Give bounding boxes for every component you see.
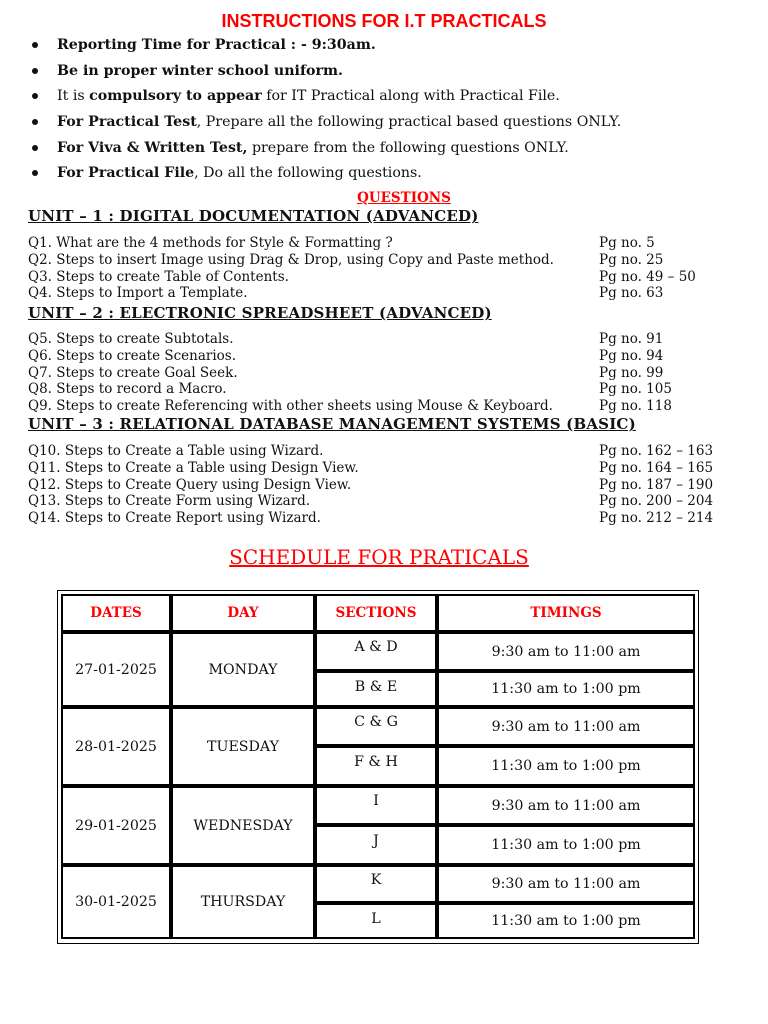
bullet-icon bbox=[32, 170, 38, 176]
instruction-bold: For Practical Test bbox=[57, 114, 197, 131]
header-sections: SECTIONS bbox=[315, 594, 437, 632]
questions-heading: QUESTIONS bbox=[357, 190, 451, 206]
question-item bbox=[28, 477, 748, 494]
instruction-item bbox=[30, 164, 750, 190]
header-dates: DATES bbox=[61, 594, 171, 632]
question-text: Q13. Steps to Create Form using Wizard. bbox=[28, 493, 311, 510]
bullet-icon bbox=[32, 68, 38, 74]
timing-cell: 11:30 am to 1:00 pm bbox=[437, 825, 695, 865]
instruction-bold: For Viva & Written Test, bbox=[57, 139, 248, 156]
section-cell: C & G bbox=[315, 707, 437, 746]
question-item bbox=[28, 235, 748, 252]
section-cell: L bbox=[315, 903, 437, 939]
question-item bbox=[28, 269, 748, 286]
date-cell: 28-01-2025 bbox=[61, 707, 171, 786]
instruction-text: , Prepare all the following practical based questions ONLY. bbox=[196, 114, 622, 131]
header-timings: TIMINGS bbox=[437, 594, 695, 632]
question-item bbox=[28, 348, 748, 365]
question-item bbox=[28, 331, 748, 348]
page-ref: Pg no. 118 bbox=[599, 398, 672, 415]
day-cell: WEDNESDAY bbox=[171, 786, 315, 865]
question-text: Q8. Steps to record a Macro. bbox=[28, 381, 227, 398]
section-cell: F & H bbox=[315, 746, 437, 786]
page-ref: Pg no. 63 bbox=[599, 285, 664, 302]
question-text: Q9. Steps to create Referencing with other sheets using Mouse & Keyboard. bbox=[28, 398, 553, 415]
instruction-bold: compulsory to appear bbox=[89, 88, 262, 105]
section-cell: B & E bbox=[315, 671, 437, 707]
question-item bbox=[28, 510, 748, 527]
day-cell: MONDAY bbox=[171, 632, 315, 707]
instruction-item bbox=[30, 36, 750, 62]
page-ref: Pg no. 162 – 163 bbox=[599, 443, 714, 459]
question-item bbox=[28, 252, 748, 269]
date-cell: 27-01-2025 bbox=[61, 632, 171, 707]
instruction-bold: Reporting Time for Practical : - 9:30am. bbox=[57, 37, 376, 53]
unit-1-heading: UNIT – 1 : DIGITAL DOCUMENTATION (ADVANCED) bbox=[28, 207, 479, 225]
unit-2-questions bbox=[28, 331, 748, 415]
timing-cell: 11:30 am to 1:00 pm bbox=[437, 903, 695, 939]
question-text: Q14. Steps to Create Report using Wizard. bbox=[28, 510, 321, 527]
bullet-icon bbox=[32, 93, 38, 99]
page-title: INSTRUCTIONS FOR I.T PRACTICALS bbox=[221, 11, 547, 31]
page-ref: Pg no. 187 – 190 bbox=[599, 476, 714, 493]
question-text: Q10. Steps to Create a Table using Wizard. bbox=[28, 443, 324, 459]
page-ref: Pg no. 200 – 204 bbox=[599, 493, 714, 510]
timing-cell: 9:30 am to 11:00 am bbox=[437, 786, 695, 825]
bullet-icon bbox=[32, 119, 38, 125]
question-item bbox=[28, 460, 748, 477]
question-text: Q3. Steps to create Table of Contents. bbox=[28, 268, 289, 285]
page-ref: Pg no. 99 bbox=[599, 364, 664, 381]
unit-1-questions bbox=[28, 235, 748, 302]
question-text: Q6. Steps to create Scenarios. bbox=[28, 347, 237, 364]
instruction-bold: Be in proper winter school uniform. bbox=[57, 62, 343, 79]
timing-cell: 9:30 am to 11:00 am bbox=[437, 865, 695, 903]
page-ref: Pg no. 212 – 214 bbox=[599, 510, 714, 527]
bullet-icon bbox=[32, 145, 38, 151]
page-ref: Pg no. 25 bbox=[599, 251, 664, 268]
timing-cell: 9:30 am to 11:00 am bbox=[437, 707, 695, 746]
date-cell: 30-01-2025 bbox=[61, 865, 171, 939]
timing-cell: 11:30 am to 1:00 pm bbox=[437, 671, 695, 707]
question-item bbox=[28, 398, 748, 415]
day-cell: TUESDAY bbox=[171, 707, 315, 786]
instruction-item bbox=[30, 113, 750, 139]
instruction-text: for IT Practical along with Practical File. bbox=[261, 88, 560, 105]
question-text: Q12. Steps to Create Query using Design View. bbox=[28, 476, 352, 493]
question-text: Q1. What are the 4 methods for Style & Formatting ? bbox=[28, 235, 393, 251]
instructions-list bbox=[30, 36, 750, 190]
section-cell: K bbox=[315, 865, 437, 903]
instruction-item bbox=[30, 87, 750, 113]
page-ref: Pg no. 49 – 50 bbox=[599, 268, 696, 285]
question-item bbox=[28, 365, 748, 382]
timing-cell: 11:30 am to 1:00 pm bbox=[437, 746, 695, 786]
question-text: Q7. Steps to create Goal Seek. bbox=[28, 364, 238, 381]
schedule-table bbox=[57, 590, 699, 944]
instruction-text: It is bbox=[57, 88, 90, 105]
instruction-text: prepare from the following questions ONLY. bbox=[247, 139, 569, 156]
header-day: DAY bbox=[171, 594, 315, 632]
question-item bbox=[28, 443, 748, 460]
unit-3-questions bbox=[28, 443, 748, 527]
section-cell: A & D bbox=[315, 632, 437, 671]
question-item bbox=[28, 493, 748, 510]
date-cell: 29-01-2025 bbox=[61, 786, 171, 865]
section-cell: J bbox=[315, 825, 437, 865]
section-cell: I bbox=[315, 786, 437, 825]
unit-2-heading: UNIT – 2 : ELECTRONIC SPREADSHEET (ADVANCED) bbox=[28, 304, 492, 322]
instruction-bold: For Practical File bbox=[57, 165, 195, 182]
page-ref: Pg no. 94 bbox=[599, 347, 664, 364]
unit-3-heading: UNIT – 3 : RELATIONAL DATABASE MANAGEMENT SYSTEMS (BASIC) bbox=[28, 415, 636, 433]
question-item bbox=[28, 381, 748, 398]
instruction-item bbox=[30, 139, 750, 165]
timing-cell: 9:30 am to 11:00 am bbox=[437, 632, 695, 671]
bullet-icon bbox=[32, 42, 38, 48]
question-text: Q2. Steps to insert Image using Drag & Drop, using Copy and Paste method. bbox=[28, 251, 554, 268]
schedule-title: SCHEDULE FOR PRATICALS bbox=[229, 545, 529, 569]
question-text: Q5. Steps to create Subtotals. bbox=[28, 331, 234, 347]
question-item bbox=[28, 285, 748, 302]
page-ref: Pg no. 91 bbox=[599, 331, 664, 347]
question-text: Q4. Steps to Import a Template. bbox=[28, 285, 248, 302]
day-cell: THURSDAY bbox=[171, 865, 315, 939]
instruction-item bbox=[30, 62, 750, 88]
instruction-text: , Do all the following questions. bbox=[194, 165, 422, 182]
question-text: Q11. Steps to Create a Table using Design View. bbox=[28, 459, 359, 476]
page-ref: Pg no. 164 – 165 bbox=[599, 459, 714, 476]
page-ref: Pg no. 105 bbox=[599, 381, 672, 398]
page-ref: Pg no. 5 bbox=[599, 235, 655, 251]
